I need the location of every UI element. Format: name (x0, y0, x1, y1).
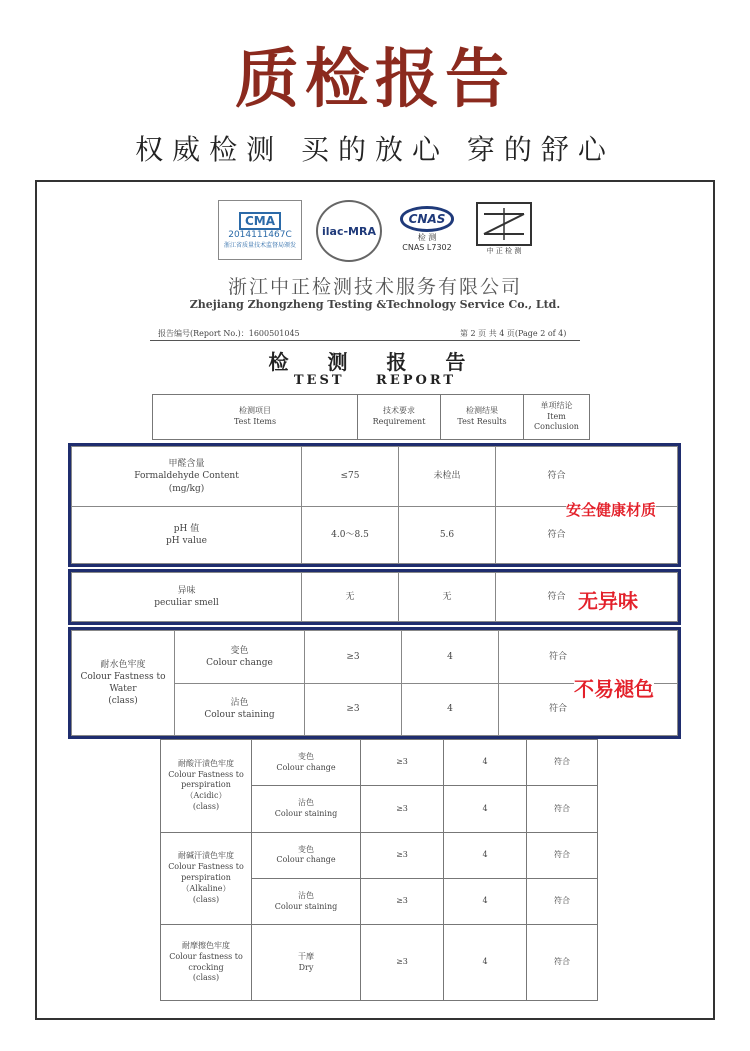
alkaline-stain-label: 沾色 Colour staining (252, 878, 361, 924)
item-rubbing-fastness: 耐摩擦色牢度 Colour fastness to crocking (class) (161, 925, 252, 1001)
report-divider (150, 340, 580, 341)
result-water-stain: 4 (402, 683, 499, 736)
callout-safe-material: 安全健康材质 (566, 501, 657, 519)
item-alkaline-fastness: 耐碱汗渍色牢度 Colour Fastness to perspiration （Alkaline） (class) (161, 832, 252, 925)
water-change-label: 变色 Colour change (175, 631, 305, 684)
header-requirement: 技术要求 Requirement (358, 395, 441, 440)
header-test-results: 检测结果 Test Results (441, 395, 524, 440)
report-number: 报告编号(Report No.)：1600501045 (158, 329, 300, 338)
result-formaldehyde: 未检出 (399, 447, 496, 507)
cma-logo: CMA 2014111467C 浙江省质量技术监督局颁发 (218, 200, 302, 260)
req-rubbing: ≥3 (361, 925, 444, 1001)
report-page: 第 2 页 共 4 页(Page 2 of 4) (460, 329, 567, 338)
table-row (161, 832, 598, 878)
company-name-cn: 浙江中正检测技术服务有限公司 (227, 276, 522, 298)
result-alkaline-stain: 4 (444, 878, 527, 924)
callout-no-odor: 无异味 (578, 585, 638, 614)
report-title-en: TEST REPORT (293, 373, 457, 388)
page-subtitle: 权威检测 买的放心 穿的舒心 (135, 133, 615, 166)
header-conclusion: 单项结论 Item Conclusion (524, 395, 590, 440)
water-stain-label: 沾色 Colour staining (175, 683, 305, 736)
req-alkaline-change: ≥3 (361, 832, 444, 878)
conclusion-rubbing: 符合 (527, 925, 598, 1001)
conclusion-alkaline-change: 符合 (527, 832, 598, 878)
conclusion-acidic-stain: 符合 (527, 786, 598, 832)
table-row (161, 925, 598, 1001)
ilac-text: ilac-MRA (322, 224, 376, 238)
result-acidic-stain: 4 (444, 786, 527, 832)
conclusion-ph: 符合 (496, 507, 678, 564)
ilac-mra-logo (316, 200, 382, 262)
conclusion-alkaline-stain: 符合 (527, 878, 598, 924)
req-formaldehyde: ≤75 (302, 447, 399, 507)
result-acidic-change: 4 (444, 740, 527, 786)
page-title: 质检报告 (235, 43, 515, 117)
result-rubbing: 4 (444, 925, 527, 1001)
zz-caption: 中 正 检 测 (486, 247, 522, 255)
result-alkaline-change: 4 (444, 832, 527, 878)
conclusion-odor: 符合 (496, 573, 678, 622)
item-odor: 异味 peculiar smell (72, 573, 302, 622)
cnas-logo: CNAS 检 测 CNAS L7302 (396, 200, 458, 258)
results-table-header (152, 394, 590, 440)
cnas-number: CNAS L7302 (402, 243, 452, 252)
req-acidic-stain: ≥3 (361, 786, 444, 832)
req-water-change: ≥3 (305, 631, 402, 684)
zhongzheng-mark-icon (478, 204, 530, 244)
req-water-stain: ≥3 (305, 683, 402, 736)
cma-caption: 浙江省质量技术监督局颁发 (223, 241, 296, 249)
acidic-stain-label: 沾色 Colour staining (252, 786, 361, 832)
company-name-en: Zhejiang Zhongzheng Testing &Technology Service Co., Ltd. (189, 298, 561, 311)
cnas-caption: 检 测 (417, 233, 437, 242)
req-alkaline-stain: ≥3 (361, 878, 444, 924)
req-odor: 无 (302, 573, 399, 622)
cma-code: 2014111467C (228, 229, 292, 240)
acidic-change-label: 变色 Colour change (252, 740, 361, 786)
table-row (72, 447, 678, 507)
conclusion-acidic-change: 符合 (527, 740, 598, 786)
certification-logos (218, 200, 538, 262)
req-ph: 4.0～8.5 (302, 507, 399, 564)
report-title-cn: 检 测 报 告 (268, 350, 482, 374)
result-odor: 无 (399, 573, 496, 622)
table-row (161, 740, 598, 786)
req-acidic-change: ≥3 (361, 740, 444, 786)
conclusion-formaldehyde: 符合 (496, 447, 678, 507)
item-ph: pH 值 pH value (72, 507, 302, 564)
rubbing-dry-label: 干摩 Dry (252, 925, 361, 1001)
result-ph: 5.6 (399, 507, 496, 564)
zhongzheng-logo (474, 200, 534, 258)
conclusion-water-change: 符合 (499, 631, 678, 684)
alkaline-change-label: 变色 Colour change (252, 832, 361, 878)
item-formaldehyde: 甲醛含量 Formaldehyde Content (mg/kg) (72, 447, 302, 507)
conclusion-water-stain: 符合 (499, 683, 678, 736)
item-acidic-fastness: 耐酸汗渍色牢度 Colour Fastness to perspiration （Acidic） (class) (161, 740, 252, 833)
item-water-fastness: 耐水色牢度 Colour Fastness to Water (class) (72, 631, 175, 736)
callout-no-fade: 不易褪色 (574, 673, 654, 702)
result-water-change: 4 (402, 631, 499, 684)
header-test-items: 检测项目 Test Items (153, 395, 358, 440)
results-table-lower (160, 739, 598, 1001)
